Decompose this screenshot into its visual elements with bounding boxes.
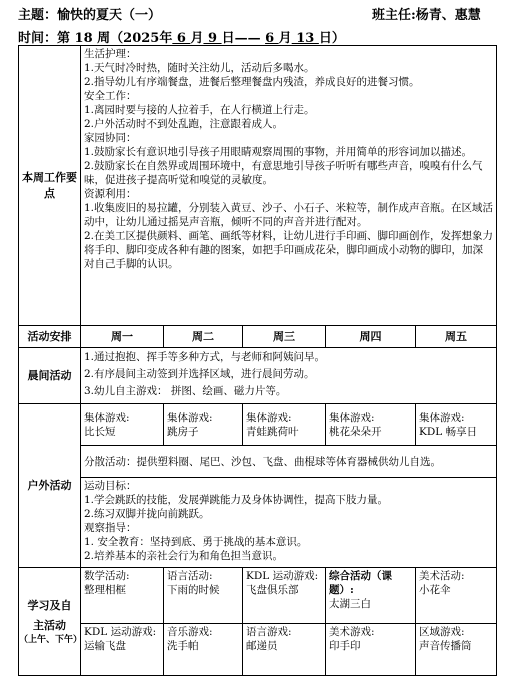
outdoor-split-activity xyxy=(81,446,497,478)
outdoor-label: 户外活动 xyxy=(19,404,81,568)
weekly-line: 家园协同： xyxy=(84,132,137,144)
weekly-line: 安全工作： xyxy=(84,90,137,102)
weekly-points-label: 本周工作要点 xyxy=(19,46,81,326)
game-title: 集体游戏: xyxy=(84,411,130,424)
activity-title: 综合活动（课题）: xyxy=(329,570,392,596)
activity-title: 语言活动: xyxy=(167,570,213,582)
game-name: 比长短 xyxy=(84,425,116,438)
activity-name: 小花伞 xyxy=(419,584,451,596)
goal-line: 1. 安全教育：坚持到底、勇于挑战的基本意识。 xyxy=(84,536,308,548)
learning-label-1: 学习及自 xyxy=(27,598,72,612)
activity-title: KDL 运动游戏: xyxy=(246,570,319,582)
weekly-line: 2.户外活动时不到处乱跑，注意跟着成人。 xyxy=(84,118,284,130)
outdoor-game-mon xyxy=(81,404,164,446)
time-prefix: 时间：第 18 周（2025年 xyxy=(18,31,173,46)
split-text: 分散活动：提供塑料圈、尾巴、沙包、飞盘、曲棍球等体育器械供幼儿自选。 xyxy=(84,455,441,468)
start-day: 9 xyxy=(203,31,222,46)
activity-name: 洗手帕 xyxy=(167,640,199,652)
learning-thu-pm xyxy=(326,624,416,676)
learning-mon-am xyxy=(81,568,164,624)
day-header-tue: 周二 xyxy=(164,326,243,348)
outdoor-game-wed xyxy=(243,404,326,446)
date-end: 日） xyxy=(318,31,345,46)
weekly-line: 2.鼓励家长在自然界或周围环境中，有意思地引导孩子听听有哪些声音，嗅嗅有什么气味，促进孩子提高听觉和嗅觉的灵敏度。 xyxy=(84,160,483,186)
morning-content xyxy=(81,348,497,404)
activity-title: 语言游戏: xyxy=(246,626,292,638)
start-month: 6 xyxy=(172,31,191,46)
weekly-line: 1.天气时冷时热，随时关注幼儿，活动后多喝水。 xyxy=(84,62,315,74)
outdoor-goals xyxy=(81,478,497,568)
theme-title: 主题：愉快的夏天（一） xyxy=(18,8,162,23)
activity-name: 飞盘俱乐部 xyxy=(246,584,299,596)
learning-tue-am xyxy=(164,568,243,624)
goal-line: 运动目标： xyxy=(84,480,137,492)
day-header-wed: 周三 xyxy=(243,326,326,348)
game-title: 集体游戏: xyxy=(246,411,292,424)
learning-fri-am xyxy=(416,568,497,624)
month-label-1: 月 xyxy=(190,31,204,46)
weekly-plan-table xyxy=(18,45,497,676)
month-label-2: 月 xyxy=(278,31,292,46)
activity-name: 声音传播筒 xyxy=(419,640,472,652)
header-row-1 xyxy=(18,4,496,23)
class-teachers: 班主任:杨青、惠慧 xyxy=(372,8,481,23)
weekly-line: 1.离园时要与接的人拉着手，在人行横道上行走。 xyxy=(84,104,315,116)
outdoor-game-thu xyxy=(326,404,416,446)
goal-line: 1.学会跳跃的技能，发展弹跳能力及身体协调性，提高下肢力量。 xyxy=(84,494,389,506)
day-header-mon: 周一 xyxy=(81,326,164,348)
outdoor-game-tue xyxy=(164,404,243,446)
learning-fri-pm xyxy=(416,624,497,676)
activity-name: 整理相框 xyxy=(84,584,126,596)
weekly-line: 生活护理： xyxy=(84,48,137,60)
activity-title: 美术游戏: xyxy=(329,626,375,638)
learning-wed-pm xyxy=(243,624,326,676)
outdoor-game-fri xyxy=(416,404,497,446)
morning-line: 2.有序晨间主动签到并选择区域，进行晨间劳动。 xyxy=(84,368,315,380)
activity-name: 下雨的时候 xyxy=(167,584,220,596)
date-separator: 日—— xyxy=(221,31,266,46)
activity-name: 印手印 xyxy=(329,640,361,652)
goal-line: 2.培养基本的亲社会行为和角色担当意识。 xyxy=(84,550,284,562)
activity-title: 美术活动: xyxy=(419,570,465,582)
morning-line: 1.通过抱抱、挥手等多种方式，与老师和阿姨问早。 xyxy=(84,351,326,363)
game-title: 集体游戏: xyxy=(419,411,465,424)
goal-line: 观察指导： xyxy=(84,522,137,534)
weekly-line: 1.收集废旧的易拉罐，分别装入黄豆、沙子、小石子、米粒等，制作成声音瓶。在区域活动中，让幼儿通过摇晃声音瓶，倾听不同的声音并进行配对。 xyxy=(84,202,494,228)
end-day: 13 xyxy=(291,31,319,46)
learning-label-3: （上午、下午） xyxy=(19,634,83,645)
game-name: 青蛙跳荷叶 xyxy=(246,425,299,438)
activity-name: 运输飞盘 xyxy=(84,640,126,652)
goal-line: 2.练习双脚并拢向前跳跃。 xyxy=(84,508,210,520)
learning-mon-pm xyxy=(81,624,164,676)
weekly-line: 1.鼓励家长有意识地引导孩子用眼睛观察周围的事物，并用简单的形容词加以描述。 xyxy=(84,146,473,158)
game-title: 集体游戏: xyxy=(329,411,375,424)
learning-label xyxy=(19,568,81,676)
activity-title: 数学活动: xyxy=(84,570,130,582)
schedule-label: 活动安排 xyxy=(19,326,81,348)
end-month: 6 xyxy=(265,31,279,46)
day-header-thu: 周四 xyxy=(326,326,416,348)
morning-label: 晨间活动 xyxy=(19,348,81,404)
game-name: 跳房子 xyxy=(167,425,199,438)
activity-name: 太湖三白 xyxy=(329,598,371,610)
game-title: 集体游戏: xyxy=(167,411,213,424)
learning-label-2: 主活动 xyxy=(33,618,66,632)
activity-title: 音乐游戏: xyxy=(167,626,213,638)
weekly-line: 2.指导幼儿有序端餐盘，进餐后整理餐盘内残渣，养成良好的进餐习惯。 xyxy=(84,76,420,88)
learning-thu-am xyxy=(326,568,416,624)
activity-name: 邮递员 xyxy=(246,640,278,652)
activity-title: 区域游戏: xyxy=(419,626,465,638)
morning-line: 3.幼儿自主游戏： 拼图、绘画、磁力片等。 xyxy=(84,385,287,397)
learning-tue-pm xyxy=(164,624,243,676)
date-line xyxy=(18,27,345,46)
weekly-points-content xyxy=(81,46,497,326)
weekly-line: 资源利用： xyxy=(84,188,137,200)
activity-title: KDL 运动游戏: xyxy=(84,626,157,638)
weekly-line: 2.在美工区提供颜料、画笔、画纸等材料，让幼儿进行手印画、脚印画创作，发挥想象力将手印、脚印变成各种有趣的图案，如把手印画成花朵，脚印画成小动物的脚印，加深对自己手脚的认识。 xyxy=(84,230,494,270)
learning-wed-am xyxy=(243,568,326,624)
day-header-fri: 周五 xyxy=(416,326,497,348)
game-name: KDL 畅享日 xyxy=(419,425,478,438)
game-name: 桃花朵朵开 xyxy=(329,425,382,438)
